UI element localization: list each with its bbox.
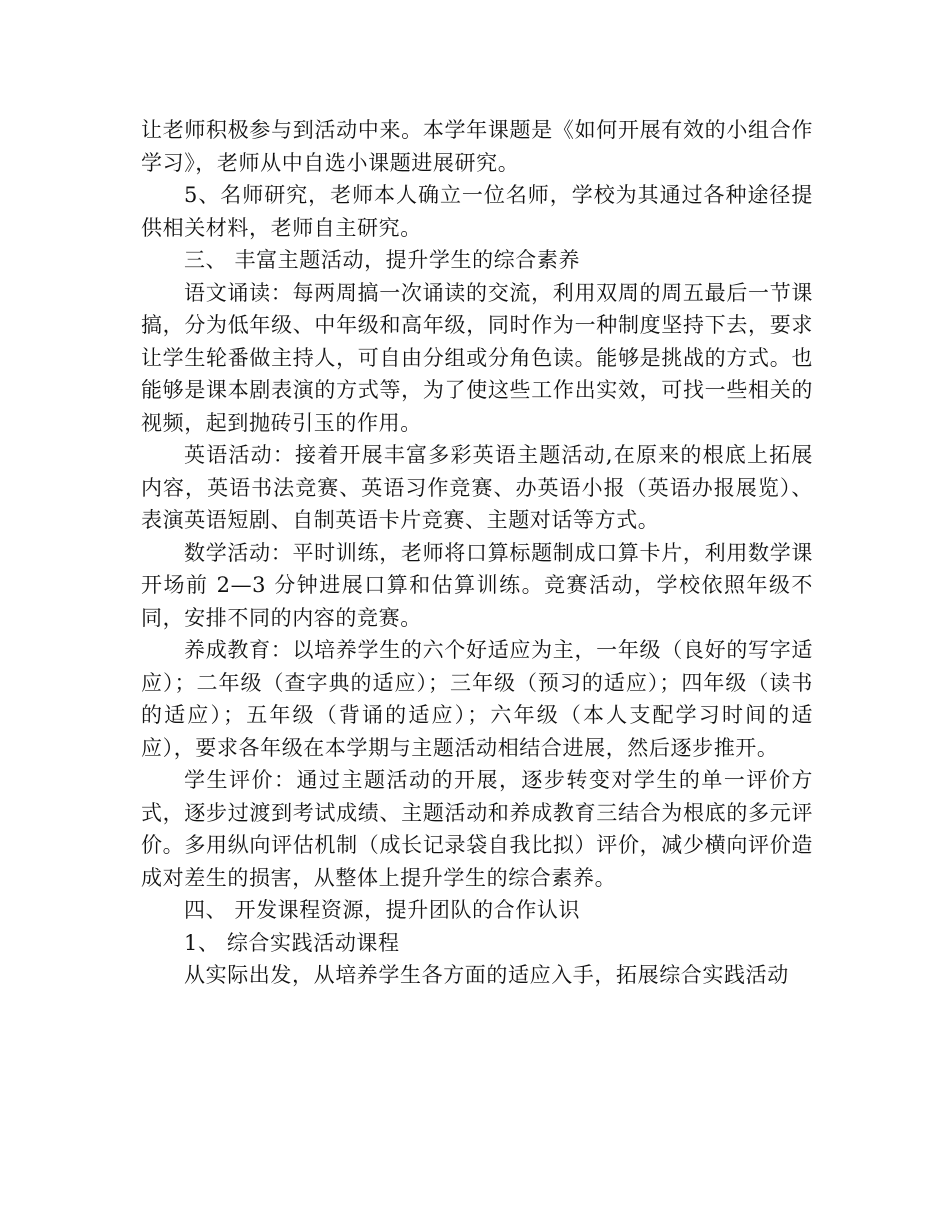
subsection-heading-1: 1、 综合实践活动课程 — [184, 930, 400, 955]
paragraph-habit-education: 养成教育：以培养学生的六个好适应为主，一年级（良好的写字适应）；二年级（查字典的适应）；三年级（预习的适应）；四年级（读书的适应）；五年级（背诵的适应）；六年级（本人支配学习时间的适应），要求各年级在本学期与主题活动相结合进展，然后逐步推开。 — [141, 638, 813, 760]
paragraph-continuation: 让老师积极参与到活动中来。本学年课题是《如何开展有效的小组合作学习》，老师从中自选小课题进展研究。 — [141, 118, 813, 175]
paragraph-math-activities: 数学活动：平时训练，老师将口算标题制成口算卡片，利用数学课开场前 2—3 分钟进展口算和估算训练。竞赛活动，学校依照年级不同，安排不同的内容的竞赛。 — [141, 540, 813, 630]
section-heading-3: 三、 丰富主题活动，提升学生的综合素养 — [184, 248, 581, 272]
paragraph-practice-course: 从实际出发，从培养学生各方面的适应入手，拓展综合实践活动 — [184, 963, 789, 987]
paragraph-chinese-reading: 语文诵读：每两周搞一次诵读的交流，利用双周的周五最后一节课搞，分为低年级、中年级和高年级，同时作为一种制度坚持下去，要求让学生轮番做主持人，可自由分组或分角色读。能够是挑战的方式。也能够是课本剧表演的方式等，为了使这些工作出实效，可找一些相关的视频，起到抛砖引玉的作用。 — [141, 280, 813, 435]
paragraph-famous-teacher-study: 5、名师研究，老师本人确立一位名师，学校为其通过各种途径提供相关材料，老师自主研究。 — [141, 183, 813, 240]
document-body — [141, 114, 813, 992]
paragraph-student-evaluation: 学生评价：通过主题活动的开展，逐步转变对学生的单一评价方式，逐步过渡到考试成绩、主题活动和养成教育三结合为根底的多元评价。多用纵向评估机制（成长记录袋自我比拟）评价，减少横向评价造成对差生的损害，从整体上提升学生的综合素养。 — [141, 768, 813, 890]
section-heading-4: 四、 开发课程资源，提升团队的合作认识 — [184, 898, 581, 922]
paragraph-english-activities: 英语活动：接着开展丰富多彩英语主题活动,在原来的根底上拓展内容，英语书法竞赛、英语习作竞赛、办英语小报（英语办报展览）、表演英语短剧、自制英语卡片竞赛、主题对话等方式。 — [141, 443, 813, 532]
